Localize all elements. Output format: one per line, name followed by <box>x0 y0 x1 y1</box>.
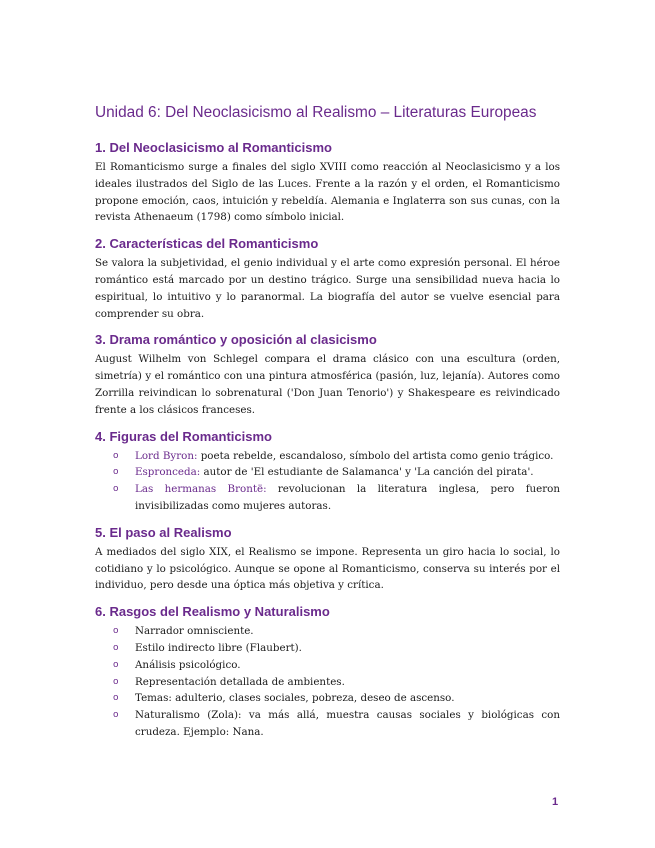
bullet-icon: o <box>113 626 119 637</box>
list-item <box>113 623 560 640</box>
section-heading-3: 3. Drama romántico y oposición al clasicismo <box>95 332 377 348</box>
bullet-icon: o <box>113 710 119 721</box>
list-item-text: Análisis psicológico. <box>135 658 241 671</box>
section-heading-5: 5. El paso al Realismo <box>95 524 232 540</box>
bullet-icon: o <box>113 484 119 495</box>
page-number: 1 <box>552 796 559 808</box>
section-text-3: August Wilhelm von Schlegel compara el drama clásico con una escultura (orden, simetría) y el romántico con una pintura atmosférica (pasión, luz, lejanía). Autores como Zorrilla reivindican lo sobrenatural ('Don Juan Tenorio') y Shakespeare es reivindicado frente a los clásicos franceses. <box>95 353 560 416</box>
list-item <box>113 640 560 657</box>
author-name: Las hermanas Brontë: <box>135 483 267 496</box>
author-name: Lord Byron: <box>135 449 198 462</box>
section-text-1: El Romanticismo surge a finales del siglo XVIII como reacción al Neoclasicismo y a los ideales ilustrados del Siglo de las Luces. Frente a la razón y el orden, el Romanticismo propone emoción, caos, intuición y rebeldía. Alemania e Inglaterra son sus cunas, con la revista Athenaeum (1798) como símbolo inicial. <box>95 161 560 224</box>
bullet-icon: o <box>113 676 119 687</box>
bullet-icon: o <box>113 467 119 478</box>
figures-list <box>95 448 560 515</box>
list-item <box>113 690 560 707</box>
list-item-text: Narrador omnisciente. <box>135 625 254 638</box>
section-text-2: Se valora la subjetividad, el genio individual y el arte como expresión personal. El héroe romántico está marcado por un destino trágico. Surge una sensibilidad nueva hacia lo espiritual, lo intuitivo y lo paranormal. La biografía del autor se vuelve esencial para comprender su obra. <box>95 257 560 320</box>
list-item-text: Estilo indirecto libre (Flaubert). <box>135 641 302 654</box>
list-item-text: poeta rebelde, escandaloso, símbolo del artista como genio trágico. <box>197 449 554 462</box>
document-title: Unidad 6: Del Neoclasicismo al Realismo – Literaturas Europeas <box>95 104 537 121</box>
list-item-text: Temas: adulterio, clases sociales, pobreza, deseo de ascenso. <box>135 692 455 705</box>
bullet-icon: o <box>113 450 119 461</box>
list-item <box>113 707 560 741</box>
list-item-text: revolucionan la literatura inglesa, pero fueron invisibilizadas como mujeres autoras. <box>135 483 560 512</box>
list-item <box>113 464 560 481</box>
section-heading-1: 1. Del Neoclasicismo al Romanticismo <box>95 140 332 155</box>
list-item-text: autor de 'El estudiante de Salamanca' y 'La canción del pirata'. <box>200 466 534 479</box>
list-item-text: Representación detallada de ambientes. <box>135 675 345 688</box>
list-item <box>113 448 560 465</box>
document-page <box>95 104 560 741</box>
bullet-icon: o <box>113 659 119 670</box>
traits-list <box>95 623 560 741</box>
section-heading-4: 4. Figuras del Romanticismo <box>95 428 272 444</box>
author-name: Espronceda: <box>135 466 201 479</box>
bullet-icon: o <box>113 642 119 653</box>
list-item <box>113 481 560 515</box>
bullet-icon: o <box>113 693 119 704</box>
list-item <box>113 674 560 691</box>
list-item-text: Naturalismo (Zola): va más allá, muestra causas sociales y biológicas con crudeza. Ejemplo: Nana. <box>135 709 560 738</box>
section-heading-2: 2. Características del Romanticismo <box>95 236 319 252</box>
list-item <box>113 657 560 674</box>
section-text-5: A mediados del siglo XIX, el Realismo se impone. Representa un giro hacia lo social, lo cotidiano y lo psicológico. Aunque se opone al Romanticismo, conserva su interés por el individuo, pero desde una óptica más objetiva y crítica. <box>95 545 560 592</box>
section-heading-6: 6. Rasgos del Realismo y Naturalismo <box>95 604 330 620</box>
